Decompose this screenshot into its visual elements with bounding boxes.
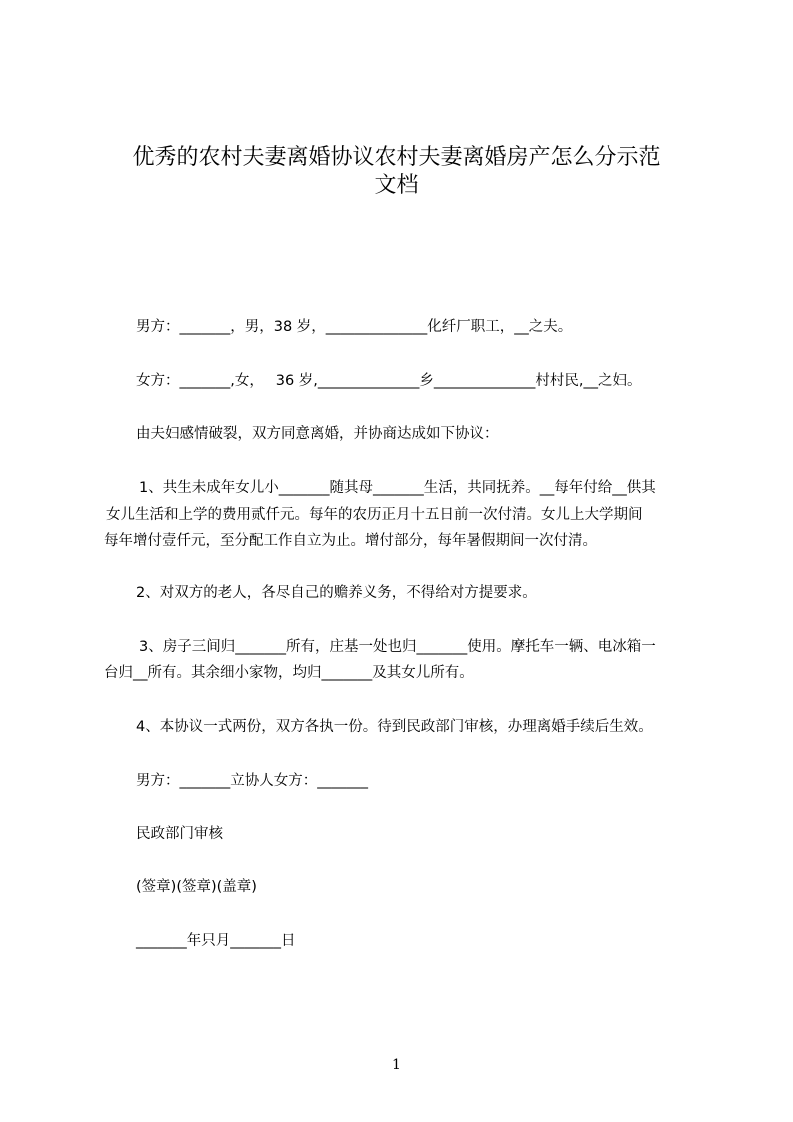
husband-info-line: 男方：_______，男，38 岁，______________化纤厂职工，__之夫。 xyxy=(136,319,573,335)
date-line: _______年只月_______日 xyxy=(136,933,296,949)
seal-line: (签章)(签章)(盖章) xyxy=(136,879,257,895)
clause-1-line-1: 1、共生未成年女儿小_______随其母_______生活，共同抚养。__每年付给__供其 xyxy=(139,480,656,496)
agreement-intro-line: 由夫妇感情破裂，双方同意离婚，并协商达成如下协议： xyxy=(136,426,499,442)
wife-info-line: 女方：_______,女， 36 岁,______________乡______________村村民,__之妇。 xyxy=(136,373,642,389)
document-title-line-2: 文档 xyxy=(374,173,419,198)
clause-1-line-2: 女儿生活和上学的费用贰仟元。每年的农历正月十五日前一次付清。女儿上大学期间 xyxy=(106,507,643,523)
civil-affairs-review-line: 民政部门审核 xyxy=(136,826,223,842)
clause-1-line-3: 每年增付壹仟元，至分配工作自立为止。增付部分，每年暑假期间一次付清。 xyxy=(104,533,597,549)
clause-3-line-2: 台归__所有。其余细小家物，均归_______及其女儿所有。 xyxy=(104,665,474,681)
signature-parties-line: 男方：_______立协人女方：_______ xyxy=(136,773,368,789)
clause-4-line: 4、本协议一式两份，双方各执一份。待到民政部门审核，办理离婚手续后生效。 xyxy=(136,719,653,735)
document-title-line-1: 优秀的农村夫妻离婚协议农村夫妻离婚房产怎么分示范 xyxy=(132,145,661,170)
clause-3-line-1: 3、房子三间归_______所有，庄基一处也归_______使用。摩托车一辆、电冰箱一 xyxy=(139,639,656,655)
clause-2-line: 2、对双方的老人，各尽自己的赡养义务，不得给对方提要求。 xyxy=(136,585,537,601)
page-number: 1 xyxy=(392,1057,401,1073)
